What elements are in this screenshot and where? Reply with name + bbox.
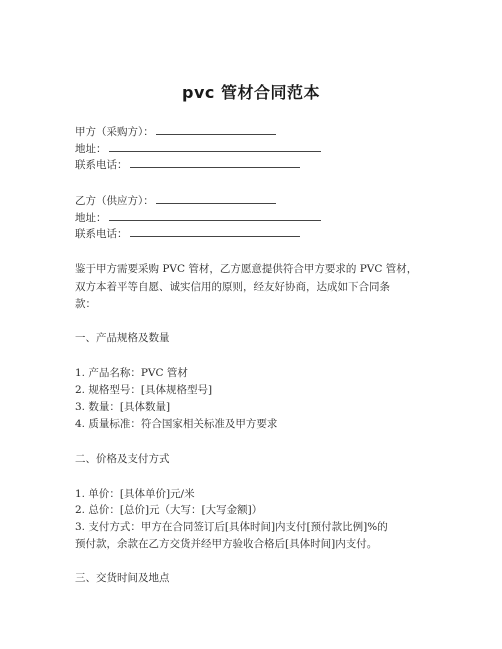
party-b-address-line xyxy=(75,210,321,225)
party-b-name-label: 乙方（供应方）： xyxy=(75,195,154,207)
party-b-phone-line xyxy=(75,226,300,241)
section-1-item: 2. 规格型号：[具体规格型号] xyxy=(75,384,213,396)
party-a-phone-line xyxy=(75,157,300,172)
party-b-address-label: 地址： xyxy=(75,212,107,224)
party-a-name-line xyxy=(75,124,276,139)
party-b-name-field xyxy=(156,193,276,204)
section-1-item: 1. 产品名称：PVC 管材 xyxy=(75,367,188,379)
section-2-heading: 二、价格及支付方式 xyxy=(75,453,170,465)
party-b-phone-label: 联系电话： xyxy=(75,228,128,240)
section-1-item: 4. 质量标准：符合国家相关标准及甲方要求 xyxy=(75,418,278,430)
section-1-item: 3. 数量：[具体数量] xyxy=(75,401,171,413)
party-a-name-field xyxy=(156,124,276,135)
party-b-address-field xyxy=(109,210,321,221)
party-a-phone-label: 联系电话： xyxy=(75,159,128,171)
section-2-item: 2. 总价：[总价]元（大写：[大写金额]） xyxy=(75,504,263,516)
section-2-continuation: 预付款，余款在乙方交货并经甲方验收合格后[具体时间]内支付。 xyxy=(75,538,378,550)
party-a-phone-field xyxy=(130,157,300,168)
section-1-heading: 一、产品规格及数量 xyxy=(75,332,170,344)
party-b-name-line xyxy=(75,193,276,208)
section-2-item: 3. 支付方式：甲方在合同签订后[具体时间]内支付[预付款比例]%的 xyxy=(75,521,388,533)
party-a-address-line xyxy=(75,141,321,156)
intro-line-3: 款： xyxy=(75,298,96,310)
document-title: pvc 管材合同范本 xyxy=(182,83,320,102)
section-3-heading: 三、交货时间及地点 xyxy=(75,572,170,584)
section-2-item: 1. 单价：[具体单价]元/米 xyxy=(75,488,195,500)
party-b-phone-field xyxy=(130,226,300,237)
intro-line-1: 鉴于甲方需要采购 PVC 管材，乙方愿意提供符合甲方要求的 PVC 管材， xyxy=(75,263,418,275)
intro-line-2: 双方本着平等自愿、诚实信用的原则，经友好协商，达成如下合同条 xyxy=(75,281,390,293)
party-a-name-label: 甲方（采购方）： xyxy=(75,126,154,138)
party-a-address-label: 地址： xyxy=(75,143,107,155)
party-a-address-field xyxy=(109,141,321,152)
